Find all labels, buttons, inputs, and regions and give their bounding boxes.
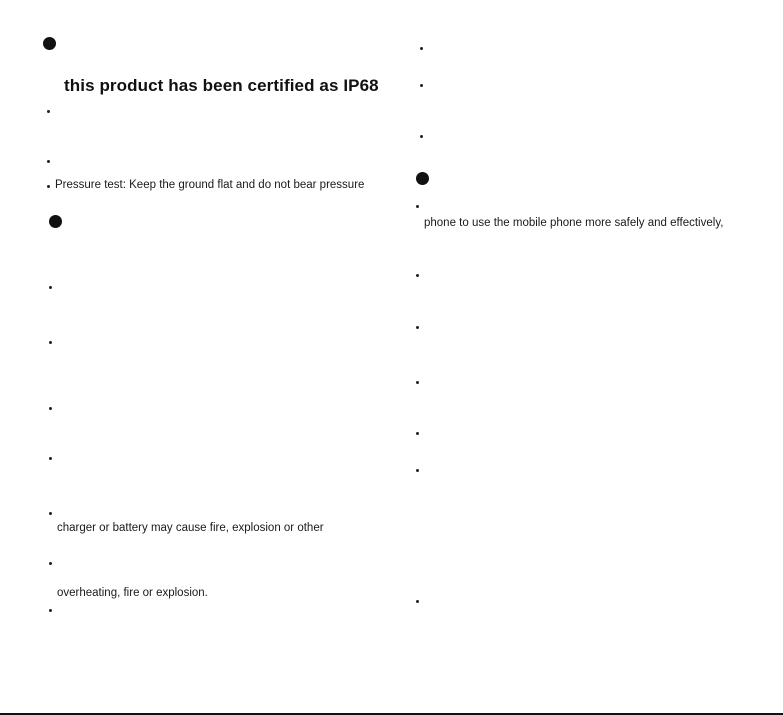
- bullet-icon: [49, 407, 52, 410]
- bullet-icon: [49, 457, 52, 460]
- bullet-icon: [416, 274, 419, 277]
- bullet-icon: [47, 110, 50, 113]
- bullet-icon: [420, 84, 423, 87]
- phone-safety-text: phone to use the mobile phone more safely and effectively,: [424, 217, 724, 229]
- bullet-icon: [416, 469, 419, 472]
- bullet-icon: [420, 47, 423, 50]
- pressure-test-text: Pressure test: Keep the ground flat and do not bear pressure: [55, 179, 365, 191]
- bullet-icon: [49, 286, 52, 289]
- ip68-heading: this product has been certified as IP68: [64, 76, 379, 95]
- bullet-icon: [416, 432, 419, 435]
- bullet-icon: [416, 326, 419, 329]
- bullet-icon: [49, 609, 52, 612]
- bullet-icon: [416, 600, 419, 603]
- bullet-icon: [416, 381, 419, 384]
- bullet-icon: [49, 562, 52, 565]
- section-marker-icon: [49, 215, 62, 228]
- bullet-icon: [49, 341, 52, 344]
- bullet-icon: [49, 512, 52, 515]
- bullet-icon: [420, 135, 423, 138]
- bullet-icon: [47, 185, 50, 188]
- bullet-icon: [47, 160, 50, 163]
- section-marker-icon: [416, 172, 429, 185]
- charger-warning-text: charger or battery may cause fire, explosion or other: [57, 522, 324, 534]
- section-marker-icon: [43, 37, 56, 50]
- overheating-warning-text: overheating, fire or explosion.: [57, 587, 208, 599]
- bullet-icon: [416, 205, 419, 208]
